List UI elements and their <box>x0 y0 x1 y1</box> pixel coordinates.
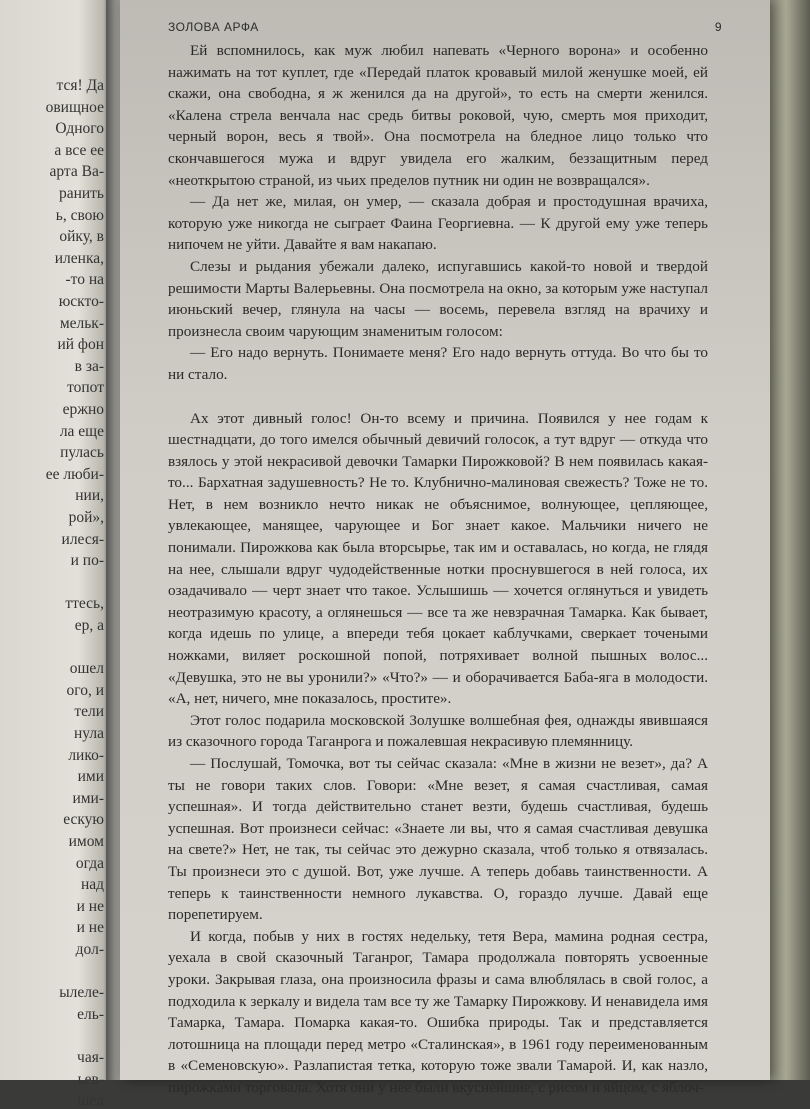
left-page-line: шел <box>77 1092 104 1109</box>
paragraph: Этот голос подарила московской Золушке волшебная фея, однажды явившаяся из сказочного города Таганрога и пожалевшая некрасивую племянницу. <box>168 711 708 751</box>
left-page-line: ими- <box>72 789 104 807</box>
left-page-line: и по- <box>70 552 104 570</box>
paragraph: Ах этот дивный голос! Он-то всему и причина. Появился у нее годам к шестнадцати, до того имелся обычный девичий голосок, а тут вдруг — откуда что взялось у этой некрасивой девочки Тамарки Пирожковой? В нем появилась какая-то... Бархатная задушевность? Не то. Клубнично-малиновая свежесть? Тоже не то. Нет, в нем возникло нечто никак не объяснимое, волнующее, цепляющее, увлекающее, манящее, чарующее и Бог знает какое. Мальчики ничего не понимали. Пирожкова как была вторсырье, так им и оставалась, но когда, не глядя на нее, слышали вдруг чудодейственные нотки проснувшегося в ней голоса, их озадачивало — черт знает что такое. Услышишь — хочется оглянуться и увидеть неотразимую красоту, а оглянешься — все та же невзрачная Тамарка. Как бывает, когда идешь по улице, а впереди тебя цокает каблучками, сверкает точеными ножками, виляет роскошной попой, потряхивает волной пышных волос... «Девушка, это не вы уронили?» «Что?» — и оборачивается Баба-яга в молодости. «А, нет, ничего, мне показалось, простите». <box>168 409 708 708</box>
left-page-line: Одного <box>55 120 104 138</box>
left-page-line: в за- <box>74 357 104 375</box>
left-page-line: лико- <box>68 746 104 764</box>
left-page-line: ескую <box>63 811 104 829</box>
left-page-line: ь, свою <box>55 206 104 224</box>
left-page-line: и не <box>76 919 104 937</box>
left-page <box>0 0 112 1109</box>
left-page-line: иленка, <box>54 249 104 267</box>
left-page-line: ьев- <box>77 1070 104 1088</box>
left-page-line: ель- <box>77 1005 104 1023</box>
left-page-line: ими <box>77 768 104 786</box>
left-page-line: а все ее <box>54 141 104 159</box>
left-page-line: ранить <box>58 185 104 202</box>
left-page-line: ла еще <box>59 422 104 440</box>
left-page-line: нула <box>74 725 104 742</box>
left-page-line: арта Ва- <box>49 163 104 181</box>
left-page-line: тся! Да <box>56 77 104 94</box>
left-page-line: ылеле- <box>59 984 104 1002</box>
left-page-line: ошел <box>69 660 104 678</box>
left-page-line: и не <box>76 897 104 915</box>
left-page-line: ого, и <box>66 681 104 699</box>
paragraph: Ей вспомнилось, как муж любил напевать «Черного ворона» и особенно нажимать на тот куплет, где «Передай платок кровавый милой женушке моей, ей скажи, она свободна, я ж женился да на другой», то есть на смерти женился. «Калена стрела венчала нас средь битвы роковой, чую, смерть моя приходит, черный ворон, весь я твой». Она посмотрела на бледное лицо только что скончавшегося мужа и вдруг увидела его жалким, беззащитным перед «неоткрытою страной, из чьих пределов путник ни один не возвращался». <box>168 42 708 189</box>
left-page-line: топот <box>67 379 104 397</box>
left-page-line: ойку, в <box>59 228 104 246</box>
paragraph: И когда, побыв у них в гостях недельку, тетя Вера, мамина родная сестра, уехала в свой сказочный Таганрог, Тамара продолжала повторять усвоенные уроки. Закрывая глаза, она произносила фразы и сама влюблялась в свой голос, а подходила к зеркалу и видела там все ту же Тамарку Пирожкову. И ненавидела имя Тамарка, Тамара. Помарка какая-то. Ошибка природы. Так и представляется лотошница на площади перед метро «Сталинская», в 1961 году переименованным в «Семеновскую». Разлапистая тетка, которую тоже звали Тамарой. И, как назло, пирожками торговала. Хотя они у нее были вкуснейшие, с рисом и яйцом, с яблоч- <box>168 927 708 1096</box>
left-page-line: рой», <box>68 509 104 526</box>
left-page-line: над <box>80 876 104 894</box>
left-page-line: илеся- <box>61 530 104 548</box>
left-page-line: ттесь, <box>65 595 104 613</box>
running-title: ЗОЛОВА АРФА <box>168 20 259 34</box>
left-page-line: тели <box>74 703 104 721</box>
left-page-line: ер, а <box>74 617 104 634</box>
right-page <box>120 0 770 1096</box>
paragraph: Слезы и рыдания убежали далеко, испугавшись какой-то новой и твердой решимости Марты Валерьевны. Она посмотрела на окно, за которым уже наступал июньский вечер, глянула на часы — восемь, перевела взгляд на врачиху и произнесла своим чарующим знаменитым голосом: <box>168 257 708 340</box>
paragraph: — Послушай, Томочка, вот ты сейчас сказала: «Мне в жизни не везет», да? А ты не говори таких слов. Говори: «Мне везет, я самая счастливая, самая успешная». И тогда действительно станет везти, будешь счастливая, будешь успешная. Вот произнеси сейчас: «Знаете ли вы, что я самая счастливая девушка на свете?» Нет, не так, ты сейчас это дежурно сказала, чтоб только я отвязалась. Ты произнеси это с душой. Вот, уже лучше. А теперь добавь таинственности. А теперь к таинственности немного лукавства. О, гораздо лучше. Давай еще порепетируем. <box>168 755 708 924</box>
running-header <box>168 20 722 36</box>
left-page-line: ий фон <box>57 336 104 354</box>
left-page-line: юскто- <box>58 293 104 310</box>
left-page-line: имом <box>68 833 104 850</box>
left-page-line: пулась <box>60 444 104 462</box>
left-page-line: нии, <box>75 487 104 505</box>
left-page-line: ее люби- <box>45 465 104 483</box>
page-number: 9 <box>714 20 722 34</box>
left-page-line: мельк- <box>59 314 104 332</box>
body-text <box>168 40 708 1099</box>
paragraph: — Да нет же, милая, он умер, — сказала добрая и простодушная врачиха, которую уже никогда не сыграет Фаина Георгиевна. — К другой ему уже теперь нипочем не уйти. Давайте я вам накапаю. <box>168 193 708 254</box>
paragraph: — Его надо вернуть. Понимаете меня? Его надо вернуть оттуда. Во что бы то ни стало. <box>168 344 708 383</box>
left-page-line: -то на <box>65 271 104 289</box>
left-page-line: чая- <box>77 1049 104 1066</box>
left-page-line: огда <box>75 854 104 872</box>
left-page-line: ержно <box>62 401 104 418</box>
left-page-line: дол- <box>75 941 104 958</box>
left-page-line: овищное <box>45 98 104 116</box>
